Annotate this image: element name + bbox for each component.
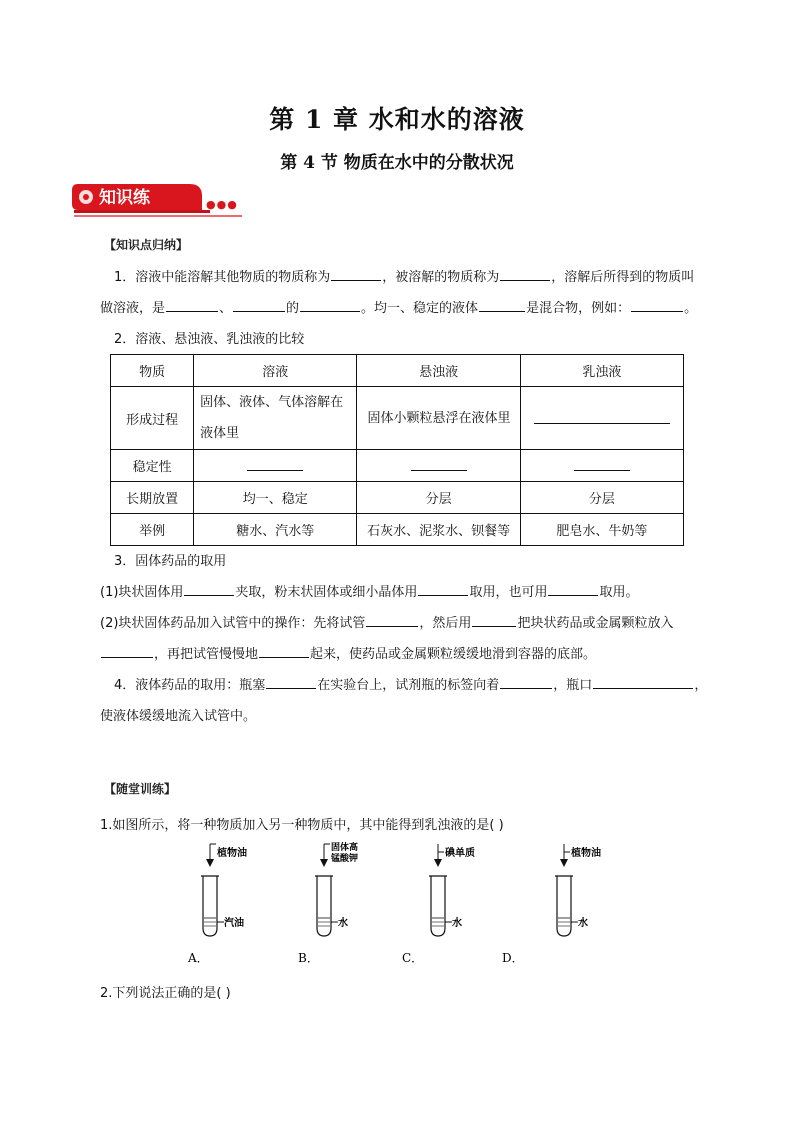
tube-liquid: 水: [338, 918, 348, 929]
option-label: D．: [502, 951, 524, 965]
blank: [300, 297, 360, 312]
chapter-title: 第 1 章 水和水的溶液: [269, 105, 525, 134]
banner-label: 知识练: [99, 188, 150, 208]
practice-label: 【随堂训练】: [104, 782, 177, 796]
tube-label: 植物油: [571, 848, 601, 859]
blank: [593, 674, 693, 689]
table-cell: 固体、液体、气体溶解在液体里: [194, 387, 357, 450]
blank: [266, 674, 316, 689]
table-cell: [520, 450, 683, 482]
p3-line-3: ，再把试管慢慢地 起来，使药品或金属颗粒缓缓地滑到容器的底部。: [100, 639, 720, 670]
comparison-table: [110, 354, 684, 546]
table-row: [111, 514, 684, 546]
table-row: [111, 450, 684, 482]
paragraph-3: [100, 546, 720, 670]
table-header-cell: 溶液: [194, 355, 357, 387]
table-row: [111, 387, 684, 450]
table-cell: 稳定性: [111, 450, 194, 482]
test-tubes-svg: [150, 838, 690, 973]
tube-liquid: 水: [578, 918, 588, 929]
section-title: 第 4 节 物质在水中的分散状况: [280, 153, 514, 173]
test-tube-d: [502, 844, 601, 965]
blank: [574, 456, 630, 471]
knowledge-banner: [70, 180, 250, 220]
table-row: [111, 355, 684, 387]
paragraph-4: [100, 670, 720, 732]
blank: [184, 581, 234, 596]
question-1: 1.如图所示，将一种物质加入另一种物质中，其中能得到乳浊液的是( ): [100, 818, 504, 833]
tube-liquid: 水: [452, 918, 462, 929]
blank: [500, 674, 552, 689]
p3-line-1: (1)块状固体用 夹取，粉末状固体或细小晶体用 取用，也可用 取用。: [100, 577, 720, 608]
blank: [166, 297, 218, 312]
table-cell: 分层: [520, 482, 683, 514]
p3-heading: 3．固体药品的取用: [114, 554, 227, 569]
p4-line-1: 4．液体药品的取用：瓶塞 在实验台上，试剂瓶的标签向着 ，瓶口 ，: [100, 670, 720, 701]
blank: [259, 643, 309, 658]
blank: [411, 456, 467, 471]
banner-dots: ●●●: [206, 198, 238, 211]
table-cell: 肥皂水、牛奶等: [520, 514, 683, 546]
blank: [366, 612, 418, 627]
blank: [479, 297, 525, 312]
table-cell: 分层: [357, 482, 520, 514]
table-cell: 形成过程: [111, 387, 194, 450]
blank: [233, 297, 285, 312]
test-tube-c: [402, 844, 475, 965]
svg-text:固体高: 固体高: [331, 843, 359, 853]
option-label: B．: [298, 951, 319, 965]
table-cell: [357, 450, 520, 482]
question-2: 2.下列说法正确的是( ): [100, 986, 231, 1001]
summary-label: 【知识点归纳】: [104, 238, 189, 252]
p3-line-2: (2)块状固体药品加入试管中的操作：先将试管 ，然后用 把块状药品或金属颗粒放入: [100, 608, 720, 639]
option-label: C．: [402, 951, 424, 965]
blank: [631, 297, 683, 312]
tube-liquid: 汽油: [224, 918, 244, 929]
blank: [101, 643, 153, 658]
blank: [548, 581, 598, 596]
p4-line-2: 使液体缓缓地流入试管中。: [100, 709, 257, 724]
table-cell: [194, 450, 357, 482]
test-tubes-figure: [150, 838, 690, 973]
blank: [247, 456, 303, 471]
table-header-cell: 乳浊液: [520, 355, 683, 387]
table-cell: [520, 387, 683, 450]
blank: [418, 581, 468, 596]
table-cell: 长期放置: [111, 482, 194, 514]
option-label: A．: [188, 951, 209, 965]
tube-label: 碘单质: [445, 848, 475, 859]
test-tube-b: [298, 841, 358, 965]
blank: [472, 612, 516, 627]
table-cell: 糖水、汽水等: [194, 514, 357, 546]
blank: [500, 266, 550, 281]
blank: [534, 409, 670, 424]
svg-text:锰酸钾: 锰酸钾: [331, 854, 359, 864]
p1-line-2: 做溶液，是 、 的 。均一、稳定的液体 是混合物，例如： 。: [100, 293, 720, 324]
table-header-cell: 物质: [111, 355, 194, 387]
table-cell: 固体小颗粒悬浮在液体里: [357, 387, 520, 450]
blank: [331, 266, 381, 281]
table-cell: 均一、稳定: [194, 482, 357, 514]
table-row: [111, 482, 684, 514]
paragraph-1: [100, 262, 720, 324]
paragraph-2: 2．溶液、悬浊液、乳浊液的比较: [114, 332, 305, 347]
banner-shape: [70, 180, 250, 220]
table-cell: 石灰水、泥浆水、钡餐等: [357, 514, 520, 546]
tube-label: 植物油: [217, 848, 247, 859]
p1-line-1: 1．溶液中能溶解其他物质的物质称为 ，被溶解的物质称为 ，溶解后所得到的物质叫: [100, 262, 720, 293]
table-cell: 举例: [111, 514, 194, 546]
test-tube-a: [187, 844, 247, 965]
table-header-cell: 悬浊液: [357, 355, 520, 387]
